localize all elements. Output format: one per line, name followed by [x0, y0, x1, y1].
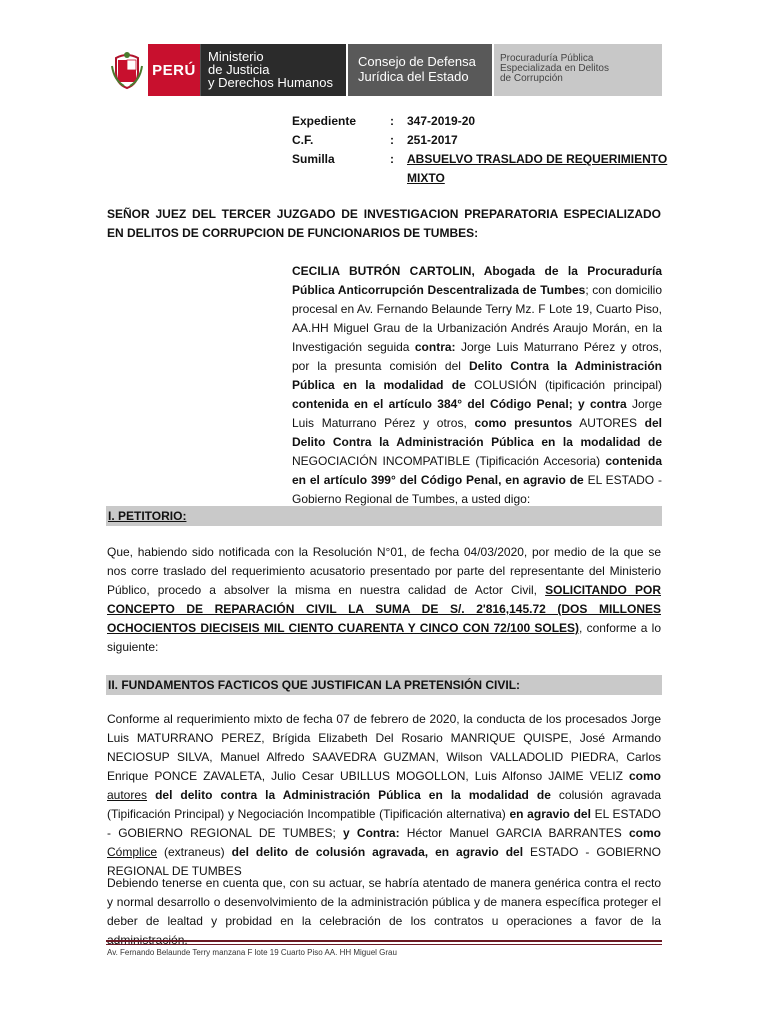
procuraduria-line-3: de Corrupción — [500, 73, 563, 84]
fund-part: Héctor Manuel GARCIA BARRANTES — [399, 826, 629, 840]
fund-part: colusión agravada (Tipificación Principal) y Negociación Incompatible (Tipificación alternativa) — [107, 788, 662, 821]
sumilla-row — [292, 150, 675, 188]
expediente-label: Expediente — [292, 114, 357, 128]
intro-part: contenida en el artículo 384° del Código Penal; y contra — [292, 397, 627, 411]
colon: : — [390, 152, 394, 166]
fund-part: como — [629, 826, 662, 840]
intro-part: Jorge Luis Maturrano Pérez y otros, por la presunta comisión del — [292, 340, 662, 373]
cf-label: C.F. — [292, 133, 314, 147]
intro-part: Jorge Luis Maturrano Pérez y otros, — [292, 397, 662, 430]
ministry-line-1: Ministerio — [208, 49, 264, 64]
fund-part: del delito de colusión agravada, en agravio del — [231, 845, 524, 859]
fund-part: del delito contra la Administración Pública en la modalidad de — [155, 788, 551, 802]
fundamentos-paragraph — [107, 710, 661, 881]
fund-part: (extraneus) — [157, 845, 232, 859]
fund-part: Conforme al requerimiento mixto de fecha 07 de febrero de 2020, la conducta de los procesados Jorge Luis MATURRANO PEREZ, Brígida Elizabeth Del Rosario MANRIQUE QUISPE, José Armando NECIOSUP SILVA, Manuel Alfredo SAAVEDRA GUZMAN, Wilson VALLADOLID PIEDRA, Carlos Enrique PONCE ZAVALETA, Julio Cesar UBILLUS MOGOLLON, Luis Alfonso JAIME VELIZ — [107, 712, 661, 783]
intro-part: EL ESTADO - Gobierno Regional de Tumbes, a usted digo: — [292, 473, 662, 506]
council-block — [346, 44, 492, 96]
petitorio-claim: SOLICITANDO POR CONCEPTO DE REPARACIÓN CIVIL LA SUMA DE S/. 2'816,145.72 (DOS MILLONES OCHOCIENTOS DIECISEIS MIL CIENTO CUARENTA Y CINCO CON 72/100 SOLES) — [107, 583, 661, 635]
petitorio-paragraph — [107, 543, 661, 657]
intro-part: COLUSIÓN (tipificación principal) — [465, 378, 662, 392]
fund-part: autores — [107, 788, 148, 802]
intro-part: contra: — [414, 340, 456, 354]
petitorio-part: Que, habiendo sido notificada con la Resolución N°01, de fecha 04/03/2020, por medio de la que se nos corre traslado del requerimiento acusatorio presentado por parte del representante del Ministerio Público, procedo a absolver la misma en nuestra calidad de Actor Civil, — [107, 545, 661, 597]
procuraduria-line-1: Procuraduría Pública — [500, 53, 594, 64]
intro-part: como presuntos — [474, 416, 573, 430]
fund-part: en agravio del — [509, 807, 591, 821]
intro-part: NEGOCIACIÓN INCOMPATIBLE (Tipificación Accesoria) — [292, 454, 606, 468]
peru-brand: PERÚ — [148, 44, 200, 96]
addressee: SEÑOR JUEZ DEL TERCER JUZGADO DE INVESTIGACION PREPARATORIA ESPECIALIZADO EN DELITOS DE CORRUPCION DE FUNCIONARIOS DE TUMBES: — [107, 207, 661, 240]
fund-part: como — [628, 769, 661, 783]
footer-address: Av. Fernando Belaunde Terry manzana F lote 19 Cuarto Piso AA. HH Miguel Grau — [107, 948, 397, 957]
sumilla-label: Sumilla — [292, 152, 335, 166]
expediente-row — [292, 112, 675, 131]
council-line-2: Jurídica del Estado — [358, 69, 469, 84]
procuraduria-block — [492, 44, 662, 96]
expediente-value: 347-2019-20 — [407, 114, 476, 128]
debiendo-paragraph: Debiendo tenerse en cuenta que, con su actuar, se habría atentado de manera genérica contra el recto y normal desarrollo o desenvolvimiento de la administración pública y de manera específica proteger el deber de lealtad y probidad en la celebración de los contratos u operaciones a favor de la — [107, 876, 661, 928]
cf-value: 251-2017 — [407, 133, 458, 147]
fund-part: Cómplice — [107, 845, 158, 859]
colon: : — [390, 133, 394, 147]
intro-part: Delito Contra la Administración Pública en la modalidad de — [292, 359, 662, 392]
fund-part: EL ESTADO - GOBIERNO REGIONAL DE TUMBES; — [107, 807, 661, 840]
section-heading-fundamentos: II. FUNDAMENTOS FACTICOS QUE JUSTIFICAN LA PRETENSIÓN CIVIL: — [106, 675, 662, 695]
ministry-block — [200, 44, 346, 96]
intro-part: del Delito Contra la Administración Pública en la modalidad de — [292, 416, 663, 449]
colon: : — [390, 114, 394, 128]
council-line-1: Consejo de Defensa — [358, 54, 476, 69]
coat-of-arms-icon — [106, 44, 148, 96]
ministry-line-3: y Derechos Humanos — [208, 75, 333, 90]
fund-part: ESTADO - GOBIERNO REGIONAL DE TUMBES — [107, 845, 662, 878]
footer-rule-thin — [106, 944, 662, 945]
case-info — [292, 112, 675, 188]
intro-part: CECILIA BUTRÓN CARTOLIN, Abogada de la Procuraduría Pública Anticorrupción Descentralizada de Tumbes — [292, 264, 662, 297]
procuraduria-line-2: Especializada en Delitos — [500, 63, 609, 74]
intro-part: contenida en el artículo 399° del Código Penal, en agravio de — [292, 454, 662, 487]
ministry-line-2: de Justicia — [208, 62, 270, 77]
intro-part: ; con domicilio procesal en Av. Fernando Belaunde Terry Mz. F Lote 19, Cuarto Piso, AA.HH Miguel Grau de la Urbanización Andrés Araujo Morán, en la Investigación seguida — [292, 283, 662, 354]
petitorio-part: , conforme a lo siguiente: — [107, 621, 661, 654]
intro-paragraph — [292, 262, 662, 509]
fund-part: y Contra: — [343, 826, 400, 840]
sumilla-value: ABSUELVO TRASLADO DE REQUERIMIENTO MIXTO — [407, 152, 668, 185]
institutional-header — [106, 44, 662, 96]
section-heading-petitorio: I. PETITORIO: — [106, 506, 662, 526]
intro-part: AUTORES — [572, 416, 645, 430]
footer-rule — [106, 940, 662, 942]
cf-row — [292, 131, 675, 150]
